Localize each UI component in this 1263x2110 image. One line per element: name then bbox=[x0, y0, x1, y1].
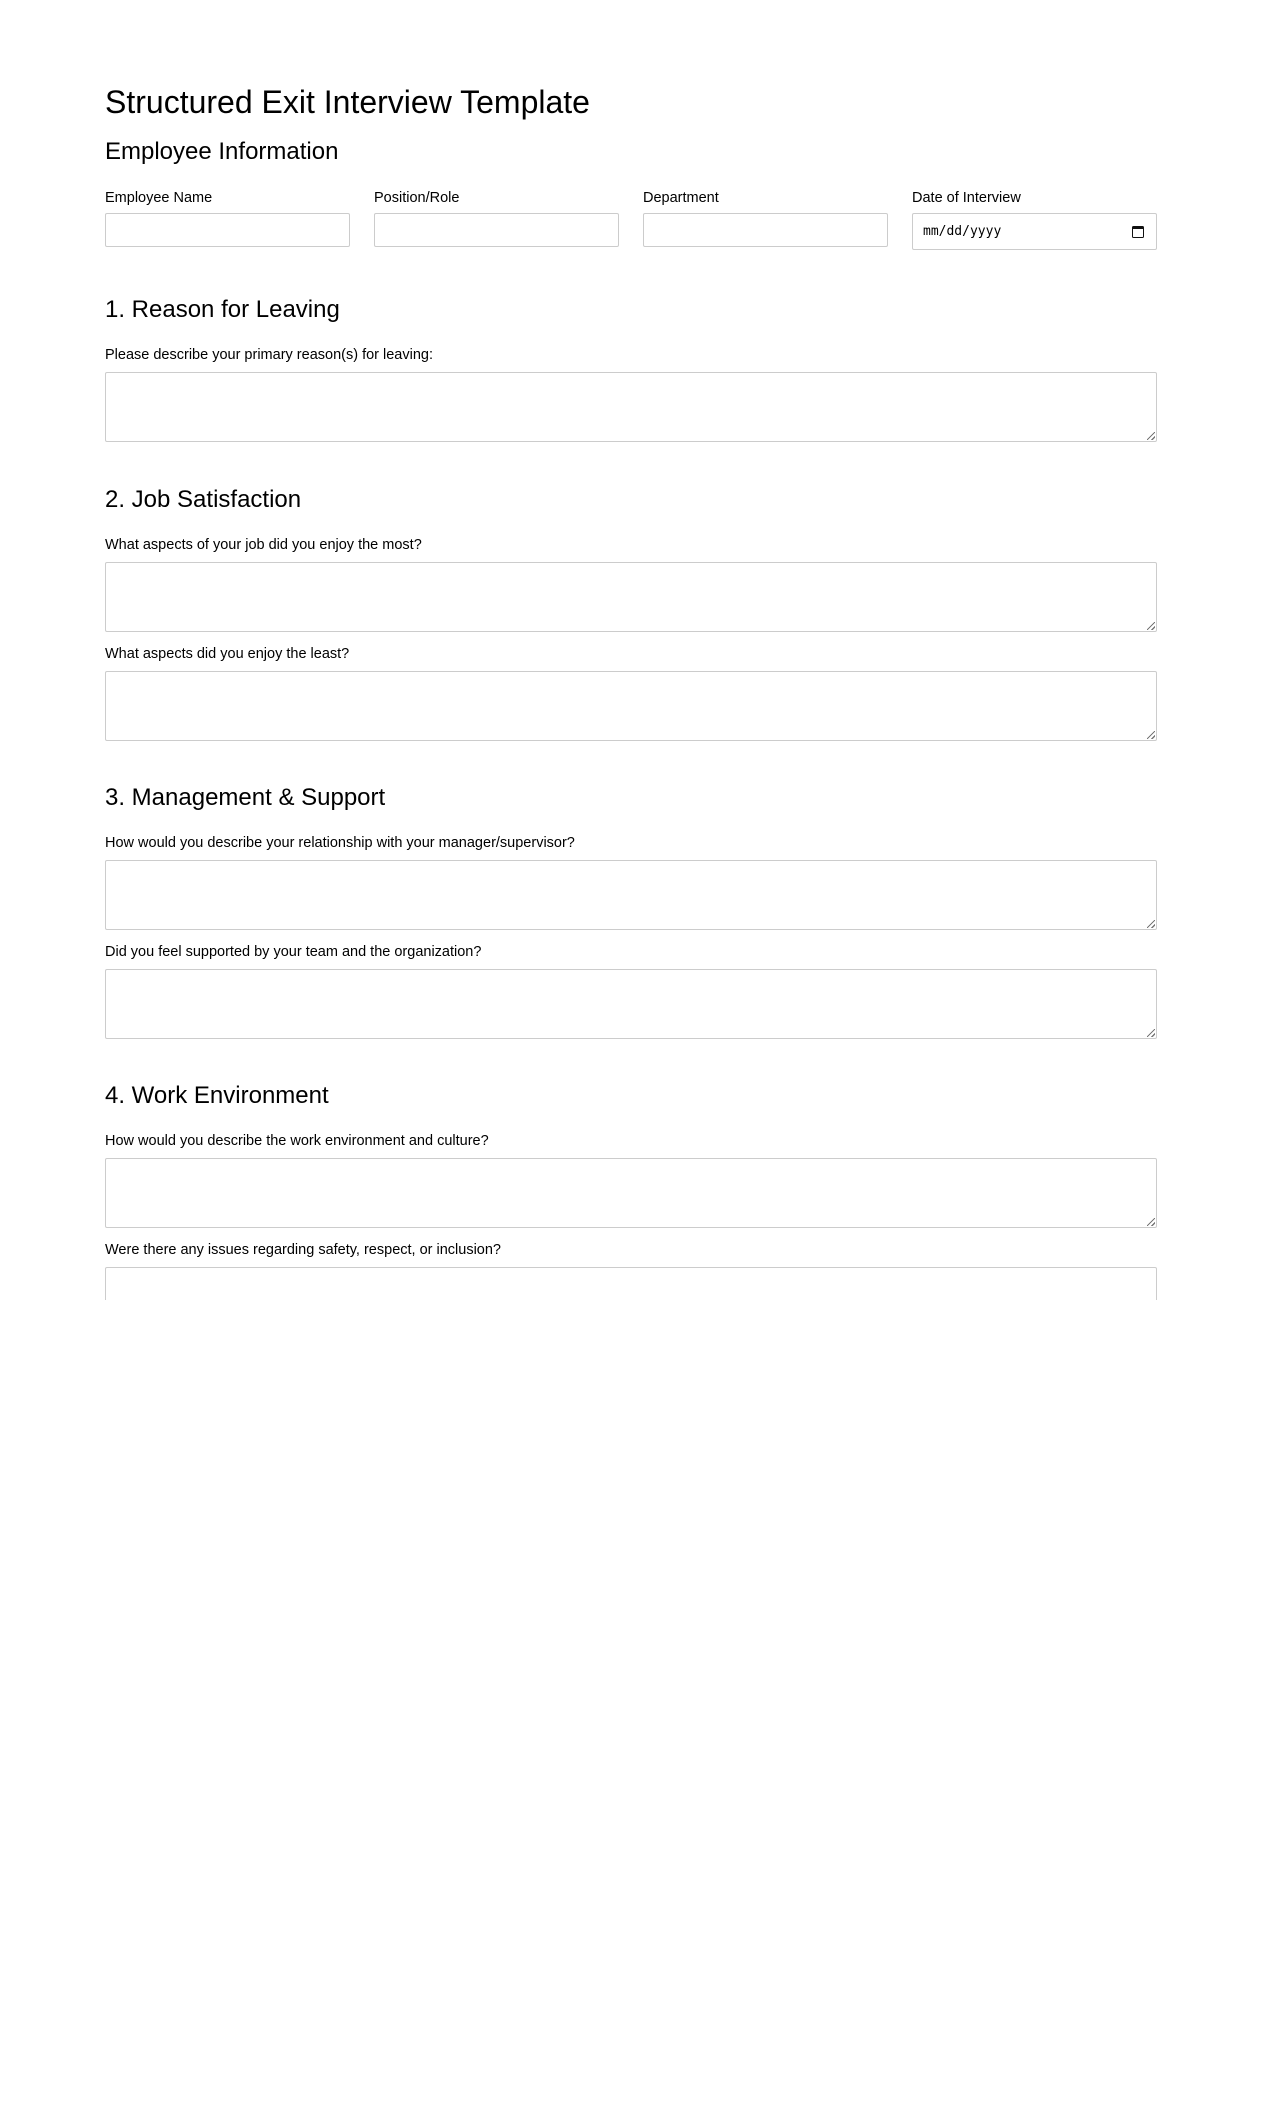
reason-for-leaving-textarea[interactable] bbox=[105, 372, 1157, 442]
resize-grip-icon[interactable] bbox=[1147, 432, 1155, 440]
resize-grip-icon[interactable] bbox=[1147, 1029, 1155, 1037]
interview-date-label: Date of Interview bbox=[912, 190, 1021, 206]
employee-name-group bbox=[105, 188, 350, 250]
question bbox=[105, 1132, 1157, 1228]
section-management-support bbox=[105, 784, 1157, 1039]
resize-grip-icon[interactable] bbox=[1147, 622, 1155, 630]
question bbox=[105, 645, 1157, 741]
department-group bbox=[643, 188, 888, 250]
section-heading: 2. Job Satisfaction bbox=[105, 486, 302, 513]
question bbox=[105, 536, 1157, 632]
interview-date-group bbox=[912, 188, 1157, 250]
employee-info-heading: Employee Information bbox=[105, 138, 339, 165]
section-heading: 3. Management & Support bbox=[105, 784, 386, 811]
interview-date-input[interactable] bbox=[912, 213, 1157, 250]
question bbox=[105, 834, 1157, 930]
enjoyed-most-textarea[interactable] bbox=[105, 562, 1157, 632]
question-label: Did you feel supported by your team and the organization? bbox=[105, 944, 482, 960]
question-label: What aspects of your job did you enjoy the most? bbox=[105, 537, 422, 553]
calendar-icon[interactable] bbox=[1132, 226, 1144, 238]
employee-name-label: Employee Name bbox=[105, 190, 213, 206]
department-input[interactable] bbox=[643, 213, 888, 247]
question-label: Were there any issues regarding safety, respect, or inclusion? bbox=[105, 1242, 501, 1258]
section-reason-for-leaving bbox=[105, 296, 1157, 442]
question-label: How would you describe the work environment and culture? bbox=[105, 1133, 489, 1149]
question bbox=[105, 346, 1157, 442]
manager-relationship-textarea[interactable] bbox=[105, 860, 1157, 930]
date-placeholder: mm/dd/yyyy bbox=[923, 224, 1002, 239]
position-role-group bbox=[374, 188, 619, 250]
employee-info-fields bbox=[105, 188, 1157, 250]
question-label: What aspects did you enjoy the least? bbox=[105, 646, 350, 662]
safety-inclusion-textarea[interactable] bbox=[105, 1267, 1157, 1300]
team-support-textarea[interactable] bbox=[105, 969, 1157, 1039]
department-label: Department bbox=[643, 190, 719, 206]
work-culture-textarea[interactable] bbox=[105, 1158, 1157, 1228]
question bbox=[105, 1241, 1157, 1300]
section-job-satisfaction bbox=[105, 486, 1157, 741]
position-role-input[interactable] bbox=[374, 213, 619, 247]
resize-grip-icon[interactable] bbox=[1147, 1218, 1155, 1226]
section-heading: 1. Reason for Leaving bbox=[105, 296, 340, 323]
resize-grip-icon[interactable] bbox=[1147, 731, 1155, 739]
question-label: How would you describe your relationship with your manager/supervisor? bbox=[105, 835, 575, 851]
section-work-environment bbox=[105, 1082, 1157, 1300]
employee-name-input[interactable] bbox=[105, 213, 350, 247]
question-label: Please describe your primary reason(s) for leaving: bbox=[105, 347, 433, 363]
page-title: Structured Exit Interview Template bbox=[105, 84, 590, 120]
section-heading: 4. Work Environment bbox=[105, 1082, 329, 1109]
resize-grip-icon[interactable] bbox=[1147, 920, 1155, 928]
question bbox=[105, 943, 1157, 1039]
position-role-label: Position/Role bbox=[374, 190, 460, 206]
enjoyed-least-textarea[interactable] bbox=[105, 671, 1157, 741]
